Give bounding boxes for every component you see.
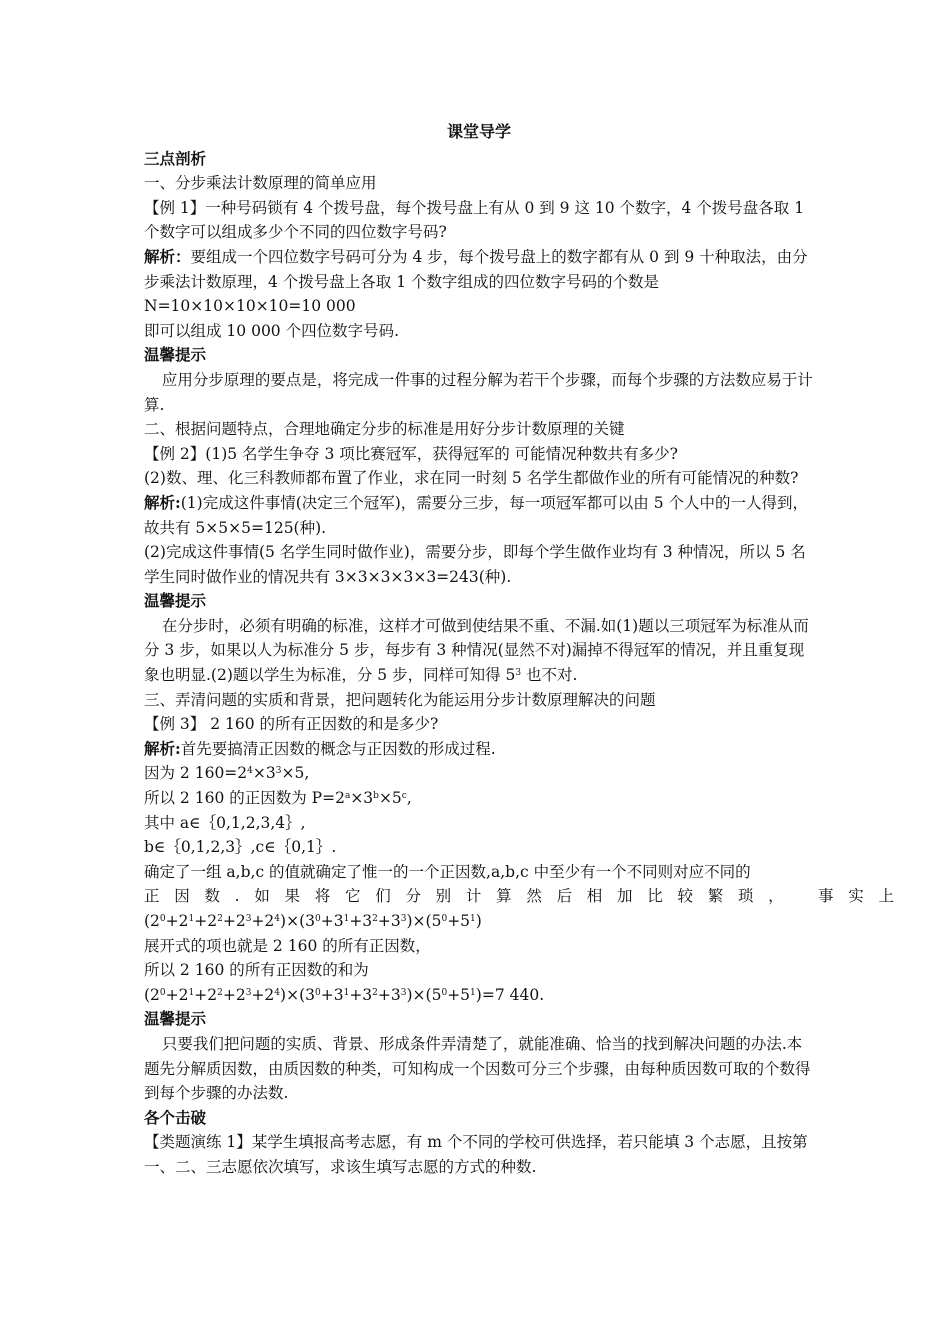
document-page — [144, 120, 909, 1180]
solution-text: (1)完成这件事情(决定三个冠军)，需要分三步，每一项冠军都可以由 5 个人中的一人得到，故共有 5×5×5=125(种). — [144, 493, 809, 537]
topic-heading: 一、分步乘法计数原理的简单应用 — [144, 174, 377, 193]
topic-heading: 二、根据问题特点，合理地确定分步的标准是用好分步计数原理的关键 — [144, 420, 625, 439]
solution-text: 要组成一个四位数字号码可分为 4 步，每个拨号盘上的数字都有从 0 到 9 十种取法，由分步乘法计数原理，4 个拨号盘上各取 1 个数字组成的四位数字号码的个数是 — [144, 247, 808, 291]
explanation-line-1: 确定了一组 a,b,c 的值就确定了惟一的一个正因数,a,b,c 中至少有一个不同则对应不同的 — [144, 862, 751, 881]
tip-text: 在分步时，必须有明确的标准，这样才可做到使结果不重、不漏.如(1)题以三项冠军为标准从而分 3 步，如果以人为标准分 5 步，每步有 3 种情况(显然不对)漏掉不得冠军的情况，并且重复现象也明显.(2)题以学生为标准，分 5 步，同样可知得 $5^3$ 也不对. — [144, 616, 809, 685]
page-title: 课堂导学 — [446, 122, 511, 141]
practice-problem — [144, 1130, 814, 1179]
solution-3 — [144, 737, 814, 762]
example-label: 【例 2】 — [144, 444, 206, 463]
solution-label: 解析: — [144, 492, 181, 512]
example-3 — [144, 712, 814, 737]
section-heading: 三点剖析 — [144, 148, 207, 168]
tip-text: 应用分步原理的要点是，将完成一件事的过程分解为若干个步骤，而每个步骤的方法数应易于计算. — [144, 370, 813, 414]
solution-1 — [144, 245, 814, 294]
solution-2-part-2: (2)完成这件事情(5 名学生同时做作业)，需要分步，即每个学生做作业均有 3 种情况，所以 5 名学生同时做作业的情况共有 3×3×3×3×3=243(种). — [144, 543, 806, 586]
factorization: 因为 2 $160=2^4\times 3^3\times 5$, — [144, 764, 310, 783]
expansion-note: 展开式的项也就是 2 160 的所有正因数， — [144, 936, 431, 955]
solution-label: 解析: — [144, 738, 181, 758]
solution-2 — [144, 491, 814, 540]
example-label: 【例 3】 — [144, 715, 206, 734]
exponent-range-a: 其中 a∈｛0,1,2,3,4｝, — [144, 813, 306, 832]
formula: N=10×10×10×10=10 000 — [144, 297, 356, 316]
section-heading: 各个击破 — [144, 1107, 207, 1127]
expansion-formula: $(2^0+2^1+2^2+2^3+2^4)\times(3^0+3^1+3^2+3^3)\times(5^0+5^1)$ — [144, 912, 482, 930]
conclusion: 即可以组成 10 000 个四位数字号码. — [144, 321, 400, 340]
tip-heading: 温馨提示 — [144, 345, 207, 365]
exponent-range-bc: b∈｛0,1,2,3｝,c∈｛0,1｝. — [144, 838, 337, 857]
topic-heading: 三、弄清问题的实质和背景，把问题转化为能运用分步计数原理解决的问题 — [144, 690, 656, 709]
example-text: 2 160 的所有正因数的和是多少? — [205, 715, 439, 734]
explanation-line-2: 正因数.如果将它们分别计算然后相加比较繁琐， 事实上 — [144, 887, 909, 906]
divisor-form: 所以 2 160 的正因数为 $P=2^a\times 3^b\times 5^c$, — [144, 789, 412, 808]
example-text: (1)5 名学生争夺 3 项比赛冠军，获得冠军的 可能情况种数共有多少? — [205, 444, 678, 463]
example-label: 【例 1】 — [144, 198, 206, 217]
example-2-part-2: (2)数、理、化三科教师都布置了作业，求在同一时刻 5 名学生都做作业的所有可能情况的种数? — [144, 469, 799, 488]
solution-text: 首先要搞清正因数的概念与正因数的形成过程. — [180, 739, 496, 758]
sum-formula: $(2^0+2^1+2^2+2^3+2^4)\times(3^0+3^1+3^2+3^3)\times(5^0+5^1)=7$ 440. — [144, 985, 545, 1004]
tip-heading: 温馨提示 — [144, 1009, 207, 1029]
practice-label: 【类题演练 1】 — [144, 1133, 252, 1152]
example-2 — [144, 442, 814, 467]
example-text: 一种号码锁有 4 个拨号盘，每个拨号盘上有从 0 到 9 这 10 个数字，4 个拨号盘各取 1 个数字可以组成多少个不同的四位数字号码? — [144, 198, 805, 242]
tip-text: 只要我们把问题的实质、背景、形成条件弄清楚了，就能准确、恰当的找到解决问题的办法.本题先分解质因数，由质因数的种类，可知构成一个因数可分三个步骤，由每种质因数可取的个数得到每个步骤的办法数. — [144, 1034, 811, 1103]
tip-heading: 温馨提示 — [144, 591, 207, 611]
sum-intro: 所以 2 160 的所有正因数的和为 — [144, 961, 369, 980]
solution-label: 解析： — [144, 246, 191, 266]
example-1 — [144, 196, 814, 245]
practice-text: 某学生填报高考志愿，有 m 个不同的学校可供选择，若只能填 3 个志愿，且按第一、二、三志愿依次填写，求该生填写志愿的方式的种数. — [144, 1133, 808, 1176]
